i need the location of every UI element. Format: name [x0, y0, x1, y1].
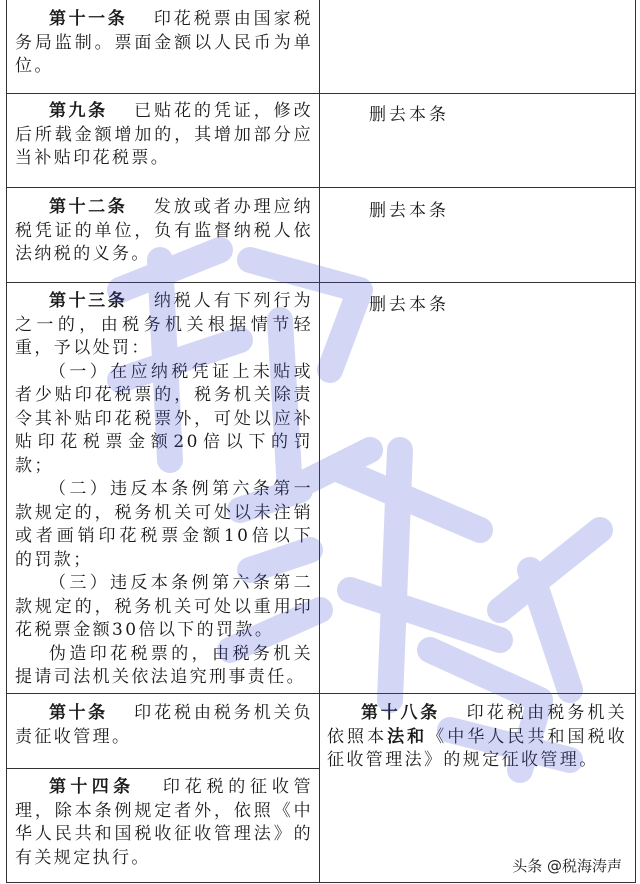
article-13-forgery-clause: 伪造印花税票的，由税务机关提请司法机关依法追究刑事责任。: [15, 643, 313, 687]
article-14-body: 印花税的征收管理，除本条例规定者外，依照《中华人民共和国税收征收管理法》的有关规定执行。: [15, 777, 313, 868]
article-14-text: [15, 776, 313, 870]
article-13-title: 第十三条: [49, 291, 128, 311]
article-18-body-start: 印花税由税务机关依照本: [327, 703, 628, 747]
row-divider: [7, 693, 635, 694]
column-divider: [319, 0, 320, 882]
row-divider: [7, 282, 635, 283]
article-12-deleted-note: 删去本条: [369, 201, 449, 221]
article-18-title: 第十八条: [361, 703, 440, 723]
article-18-added-text: 法和: [387, 726, 428, 747]
article-10-body: 印花税由税务机关负责征收管理。: [15, 703, 314, 747]
article-18-body-end: 《中华人民共和国税收征收管理法》的规定征收管理。: [327, 726, 628, 770]
article-11-text: [15, 8, 313, 79]
article-12-text: [15, 196, 313, 267]
article-13-item-2: （二）违反本条例第六条第一款规定的，税务机关可处以未注销或者画销印花税票金额10倍以下的罚款；: [15, 479, 313, 570]
article-13-text: [15, 290, 313, 690]
row-divider: [7, 768, 319, 769]
article-11-body: 印花税票由国家税务局监制。票面金额以人民币为单位。: [15, 9, 313, 76]
row-divider: [7, 187, 635, 188]
article-10-title: 第十条: [49, 703, 108, 723]
article-13-item-1: （一）在应纳税凭证上未贴或者少贴印花税票的，税务机关除责令其补贴印花税票外，可处以应补贴印花税票金额20倍以下的罚款；: [15, 361, 313, 476]
row-divider: [7, 93, 635, 94]
article-12-body: 发放或者办理应纳税凭证的单位，负有监督纳税人依法纳税的义务。: [15, 197, 313, 264]
article-9-text: [15, 100, 313, 171]
article-9-title: 第九条: [49, 101, 108, 121]
article-14-title: 第十四条: [49, 777, 135, 797]
article-13-deleted-note: 删去本条: [369, 295, 449, 315]
article-10-text: [15, 702, 313, 749]
article-13-item-3: （三）违反本条例第六条第二款规定的，税务机关可处以重用印花税票金额30倍以下的罚款。: [15, 573, 313, 640]
article-9-deleted-note: 删去本条: [369, 105, 449, 125]
comparison-table: [6, 0, 636, 883]
source-watermark-text: 头条 @税海涛声: [508, 853, 626, 878]
article-18-text: [327, 702, 627, 773]
article-12-title: 第十二条: [49, 197, 128, 217]
article-11-title: 第十一条: [49, 9, 128, 29]
article-13-body: 纳税人有下列行为之一的，由税务机关根据情节轻重，予以处罚：: [15, 291, 313, 358]
article-9-body: 已贴花的凭证，修改后所载金额增加的，其增加部分应当补贴印花税票。: [15, 101, 314, 168]
